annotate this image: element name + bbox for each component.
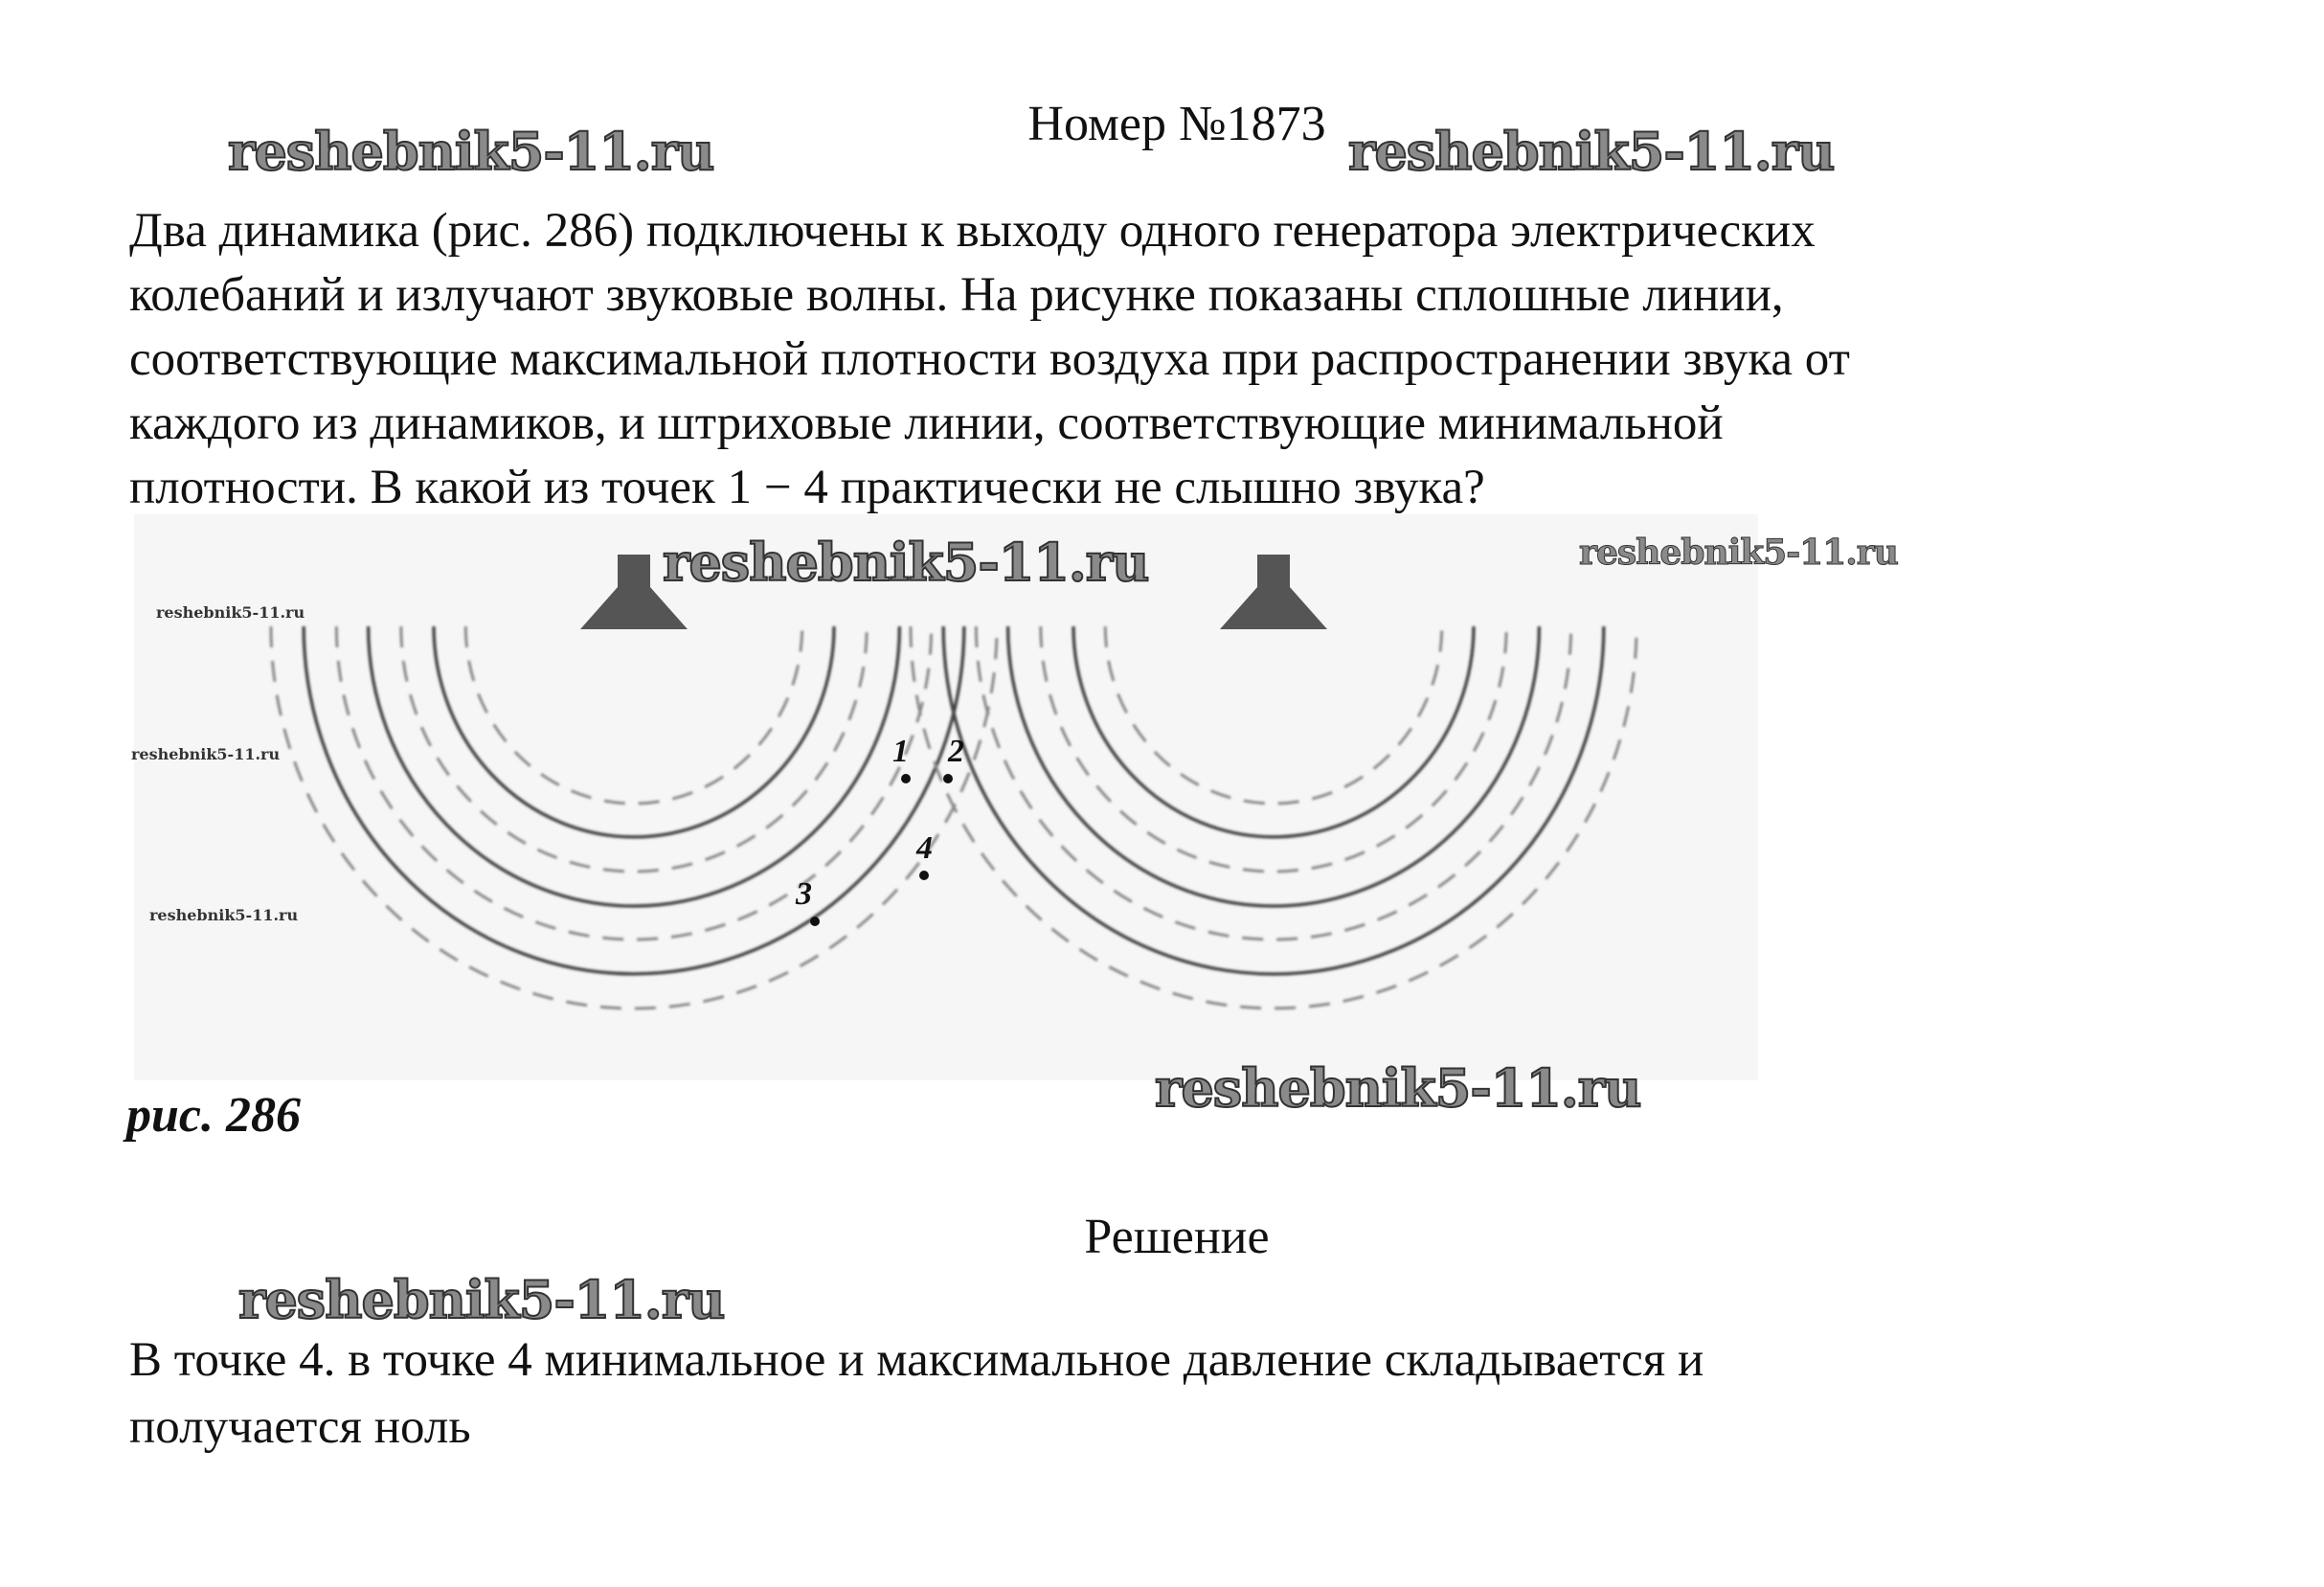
watermark: reshebnik5-11.ru <box>131 745 281 763</box>
solution-line: В точке 4. в точке 4 минимальное и максимальное давление складывается и <box>129 1333 1704 1387</box>
figure-caption: рис. 286 <box>126 1088 301 1143</box>
watermark: reshebnik5-11.ru <box>1155 1057 1641 1119</box>
watermark: reshebnik5-11.ru <box>238 1269 725 1330</box>
point-2-marker <box>943 774 953 783</box>
page-title: Номер №1873 <box>1027 97 1326 151</box>
point-1-label: 1 <box>892 734 909 769</box>
figure-286 <box>134 514 1758 1080</box>
solution-text <box>129 1326 1704 1461</box>
problem-text <box>129 199 1850 520</box>
point-4-marker <box>919 871 929 880</box>
point-1-marker <box>901 774 911 783</box>
problem-line: плотности. В какой из точек 1 − 4 практически не слышно звука? <box>129 461 1485 514</box>
watermark: reshebnik5-11.ru <box>228 121 714 182</box>
point-3-label: 3 <box>796 876 812 912</box>
watermark: reshebnik5-11.ru <box>1348 121 1835 182</box>
watermark: reshebnik5-11.ru <box>663 532 1149 593</box>
point-4-label: 4 <box>916 830 933 866</box>
solution-title: Решение <box>1084 1210 1270 1264</box>
watermark: reshebnik5-11.ru <box>156 603 305 622</box>
point-2-label: 2 <box>948 734 964 769</box>
figure-background <box>134 514 1758 1080</box>
problem-line: каждого из динамиков, и штриховые линии, соответствующие минимальной <box>129 397 1724 450</box>
point-3-marker <box>810 917 820 926</box>
wave-interference-diagram <box>134 514 1758 1080</box>
problem-line: Два динамика (рис. 286) подключены к выходу одного генератора электрических <box>129 204 1816 258</box>
watermark: reshebnik5-11.ru <box>149 906 299 924</box>
solution-line: получается ноль <box>129 1400 471 1454</box>
problem-line: колебаний и излучают звуковые волны. На рисунке показаны сплошные линии, <box>129 268 1784 322</box>
problem-line: соответствующие максимальной плотности воздуха при распространении звука от <box>129 332 1850 386</box>
watermark: reshebnik5-11.ru <box>1579 533 1898 573</box>
